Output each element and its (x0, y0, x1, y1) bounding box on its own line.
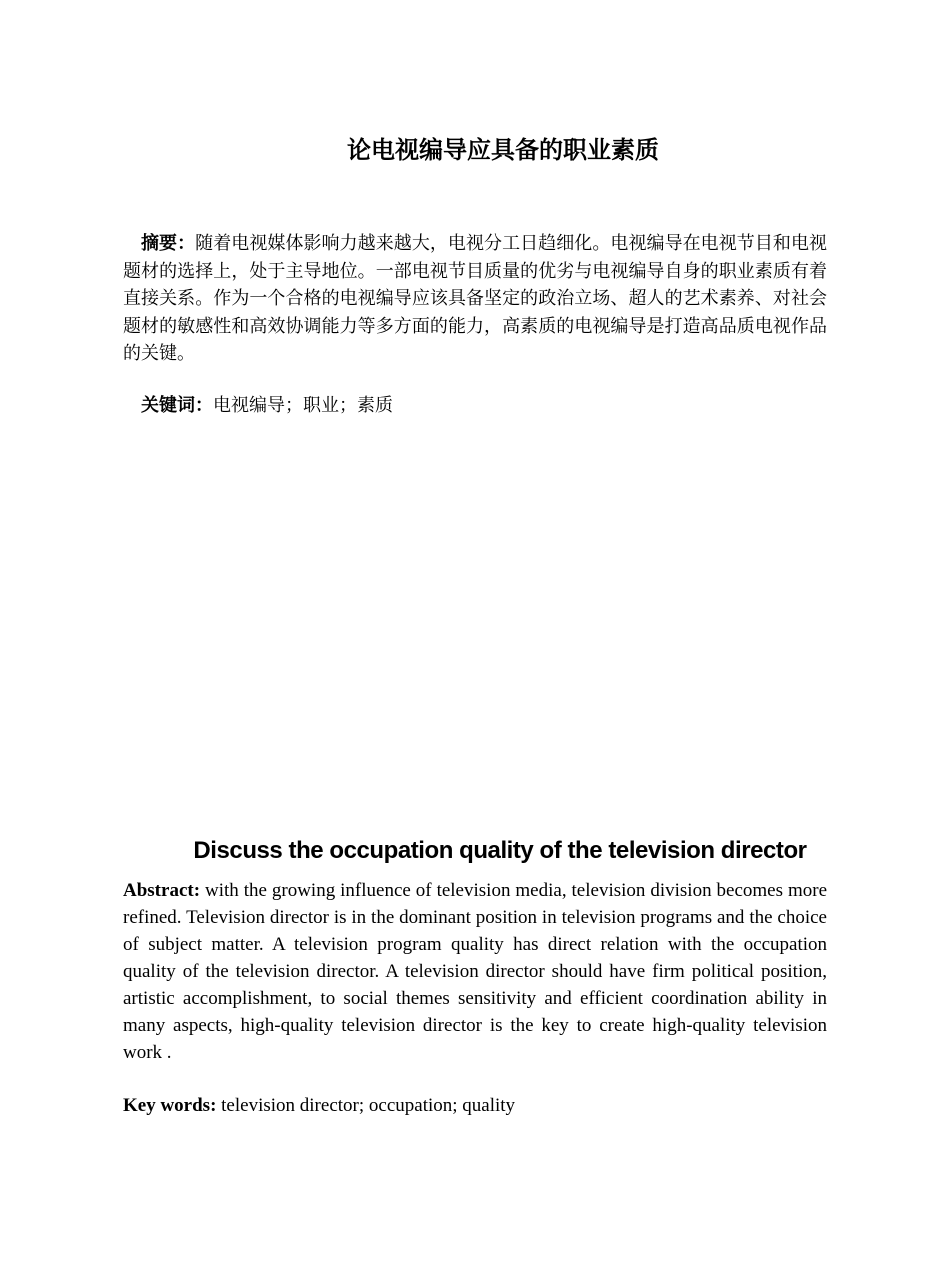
english-abstract-text: with the growing influence of television media, television division becomes more refined. Television director is in the dominant position in television programs and the choice of subject matter. A television program quality has direct relation with the occupation quality of the television director. A television director should have firm political position, artistic accomplishment, to social themes sensitivity and efficient coordination ability in many aspects, high-quality television director is the key to create high-quality television work . (123, 880, 827, 1063)
chinese-keywords-label: 关键词： (141, 395, 213, 416)
english-abstract-label: Abstract: (123, 880, 201, 901)
chinese-abstract-label: 摘要： (141, 233, 196, 254)
english-keywords-label: Key words: (123, 1095, 217, 1116)
chinese-title: 论电视编导应具备的职业素质 (347, 136, 659, 164)
english-title: Discuss the occupation quality of the television director (193, 837, 807, 864)
english-abstract (123, 877, 827, 1066)
chinese-keywords (123, 392, 827, 420)
english-keywords (123, 1092, 827, 1119)
chinese-abstract-text: 随着电视媒体影响力越来越大，电视分工日趋细化。电视编导在电视节目和电视题材的选择上，处于主导地位。一部电视节目质量的优劣与电视编导自身的职业素质有着直接关系。作为一个合格的电视编导应该具备坚定的政治立场、超人的艺术素养、对社会题材的敏感性和高效协调能力等多方面的能力，高素质的电视编导是打造高品质电视作品的关键。 (123, 233, 828, 364)
chinese-keywords-text: 电视编导；职业；素质 (213, 395, 393, 416)
chinese-abstract (123, 230, 827, 368)
english-keywords-text: television director; occupation; quality (216, 1095, 516, 1116)
